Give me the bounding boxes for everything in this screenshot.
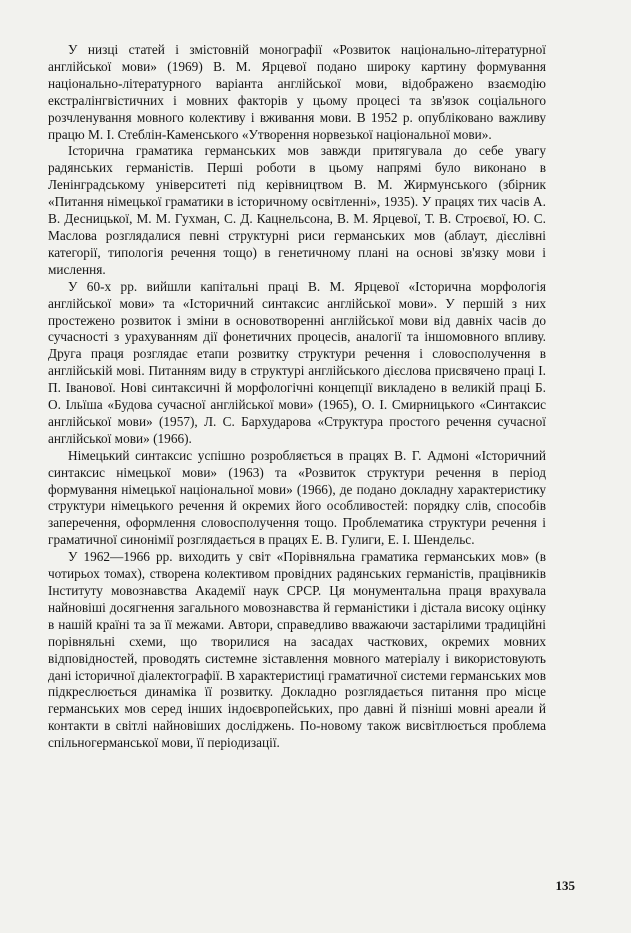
page-number: 135	[555, 878, 575, 893]
paragraph-3: У 60-х рр. вийшли капітальні праці В. М. Ярцевої «Історична морфологія англійської мови» та «Історичний синтаксис англійської мови». У першій з них простежено розвиток і зміни в основотворенні англійської мови від давніх часів до сучасності з урахуванням дії фонетичних процесів, аналогії та іншомовного впливу. Друга праця розглядає етапи розвитку структури речення і словосполучення в англійській мові. Питанням виду в структурі англійського дієслова присвячено праці І. П. Іванової. Нові синтаксичні й морфологічні концепції викладено в великій праці Б. О. Ільїша «Будова сучасної англійської мови» (1965), О. І. Смирницького «Синтаксис англійської мови» (1957), Л. С. Бархударова «Структура простого речення сучасної англійської мови» (1966).	[48, 278, 546, 446]
paragraph-4: Німецький синтаксис успішно розробляється в працях В. Г. Адмоні «Історичний синтаксис німецької мови» (1963) та «Розвиток структури речення в період формування німецької національної мови» (1966), де подано докладну характеристику структури німецького речення й окремих його особливостей: порядку слів, способів заперечення, оформлення словосполучення тощо. Проблематика структури речення і граматичної синонімії розглядається в працях Е. В. Гулиги, Е. І. Шендельс.	[48, 447, 546, 548]
paragraph-1: У низці статей і змістовній монографії «Розвиток національно-літературної англійської мови» (1969) В. М. Ярцевої подано широку картину формування національно-літературного варіанта англійської мови, відображено взаємодію екстралінгвістичних і мовних факторів у цьому процесі та зв'язок соціального розчленування мовного колективу і вживання мови. В 1952 р. опубліковано важливу працю М. І. Стеблін-Каменського «Утворення норвезької національної мови».	[48, 42, 546, 142]
paragraph-5: У 1962—1966 рр. виходить у світ «Порівняльна граматика германських мов» (в чотирьох томах), створена колективом провідних радянських германістів, працівників Інституту мовознавства Академії наук СРСР. Ця монументальна праця врахувала найновіші досягнення загального мовознавства й германістики і дістала високу оцінку в нашій країні та за її межами. Автори, справедливо вважаючи застарілими традиційні порівняльні схеми, що творилися на засадах часткових, окремих мовних відповідностей, проводять системне зіставлення мовного матеріалу і використовують дані історичної діалектографії. В характеристиці граматичної системи германських мов підкреслюється динаміка її розвитку. Докладно розглядається питання про місце германських мов серед інших індоєвропейських, про давні й пізніші мовні ареали й контакти в світлі найновіших досліджень. По-новому також висвітлюється проблема спільногерманської мови, її періодизації.	[48, 549, 546, 751]
paragraph-2: Історична граматика германських мов завжди притягувала до себе увагу радянських германістів. Перші роботи в цьому напрямі було виконано в Ленінградському університеті під керівництвом В. М. Жирмунського (збірник «Питання німецької граматики в історичному освітленні», 1935). У працях тих часів А. В. Десницької, М. М. Гухман, С. Д. Кацнельсона, В. М. Ярцевої, Т. В. Строєвої, Ю. С. Маслова розглядалися певні структурні риси германських мов (аблаут, дієслівні категорії, типологія речення тощо) в генетичному плані на основі зв'язку мови і мислення.	[48, 143, 546, 277]
page-text	[48, 42, 546, 752]
